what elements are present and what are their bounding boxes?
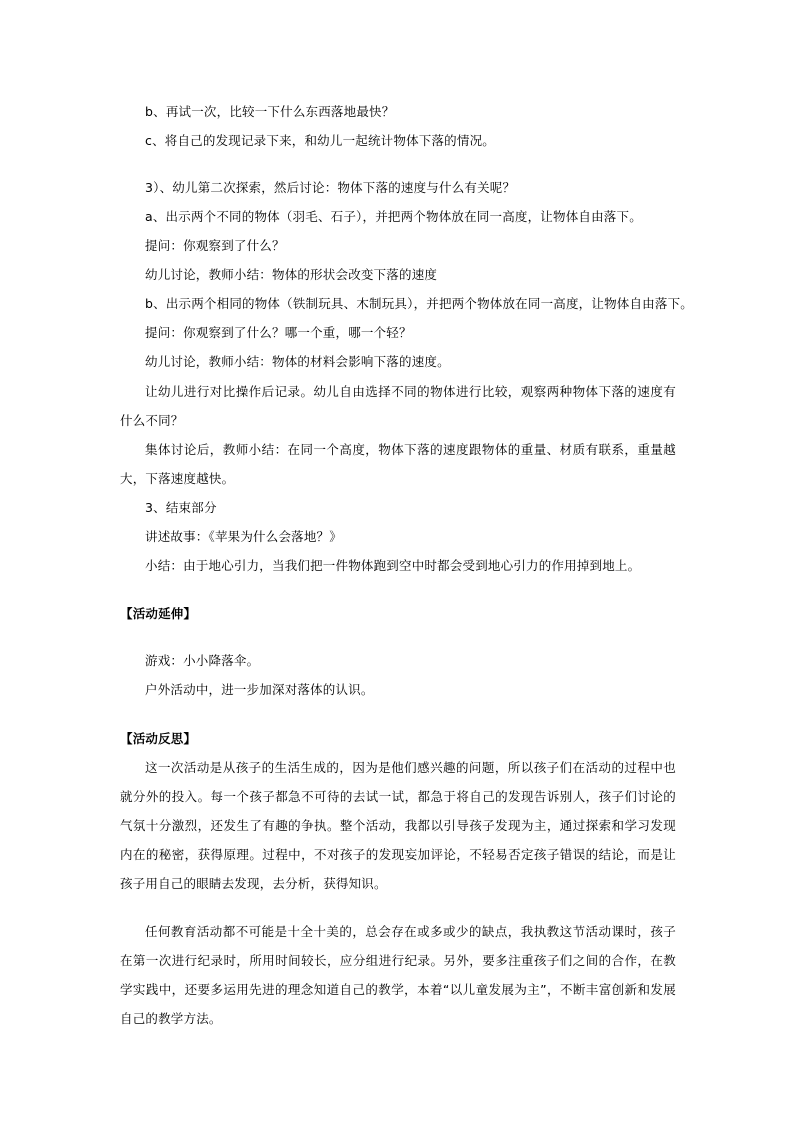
step-3-title: 3）、幼儿第二次探索，然后讨论：物体下落的速度与什么有关呢？ [145, 180, 516, 195]
extension-outdoor: 户外活动中，进一步加深对落体的认识。 [145, 682, 374, 697]
question-2: 提问：你观察到了什么？哪一个重，哪一个轻？ [145, 325, 412, 340]
ending-section-title: 3、结束部分 [145, 500, 217, 515]
story-line: 讲述故事：《苹果为什么会落地？》 [145, 529, 342, 544]
step-b-objects: b、出示两个相同的物体（铁制玩具、木制玩具），并把两个物体放在同一高度，让物体自由落下。 [145, 296, 693, 311]
extension-game: 游戏：小小降落伞。 [145, 653, 260, 668]
reflection-paragraph-2: 任何教育活动都不可能是十全十美的，总会存在或多或少的缺点，我执教这节活动课时，孩子在第一次进行纪录时，所用时间较长，应分组进行纪录。另外，要多注重孩子们之间的合作，在教学实践中，还要多运用先进的理念知道自己的教学，本着“以儿童发展为主”，不断丰富创新和发展自己的教学方法。 [120, 924, 676, 1026]
reflection-heading: 【活动反思】 [120, 731, 197, 746]
final-summary: 小结：由于地心引力，当我们把一件物体跑到空中时都会受到地心引力的作用掉到地上。 [145, 558, 641, 573]
reflection-paragraph-1: 这一次活动是从孩子的生活生成的，因为是他们感兴趣的问题，所以孩子们在活动的过程中也就分外的投入。每一个孩子都急不可待的去试一试，都急于将自己的发现告诉别人，孩子们讨论的气氛十分激烈，还发生了有趣的争执。整个活动，我都以引导孩子发现为主，通过探索和学习发现内在的秘密，获得原理。过程中，不对孩子的发现妄加评论，不轻易否定孩子错误的结论，而是让孩子用自己的眼睛去发现，去分析，获得知识。 [120, 760, 676, 891]
extension-heading: 【活动延伸】 [120, 606, 197, 621]
compare-paragraph: 让幼儿进行对比操作后记录。幼儿自由选择不同的物体进行比较，观察两种物体下落的速度有什么不同？ [120, 384, 676, 428]
step-c-record: c、将自己的发现记录下来，和幼儿一起统计物体下落的情况。 [145, 133, 495, 148]
group-discussion-paragraph: 集体讨论后，教师小结：在同一个高度，物体下落的速度跟物体的重量、材质有联系，重量越大，下落速度越快。 [120, 442, 676, 486]
summary-1: 幼儿讨论，教师小结：物体的形状会改变下落的速度 [145, 267, 438, 282]
step-b-retry: b、再试一次，比较一下什么东西落地最快？ [145, 104, 395, 119]
question-1: 提问：你观察到了什么？ [145, 238, 285, 253]
step-a-objects: a、出示两个不同的物体（羽毛、石子），并把两个物体放在同一高度，让物体自由落下。 [145, 209, 642, 224]
summary-2: 幼儿讨论，教师小结：物体的材料会影响下落的速度。 [145, 354, 450, 369]
